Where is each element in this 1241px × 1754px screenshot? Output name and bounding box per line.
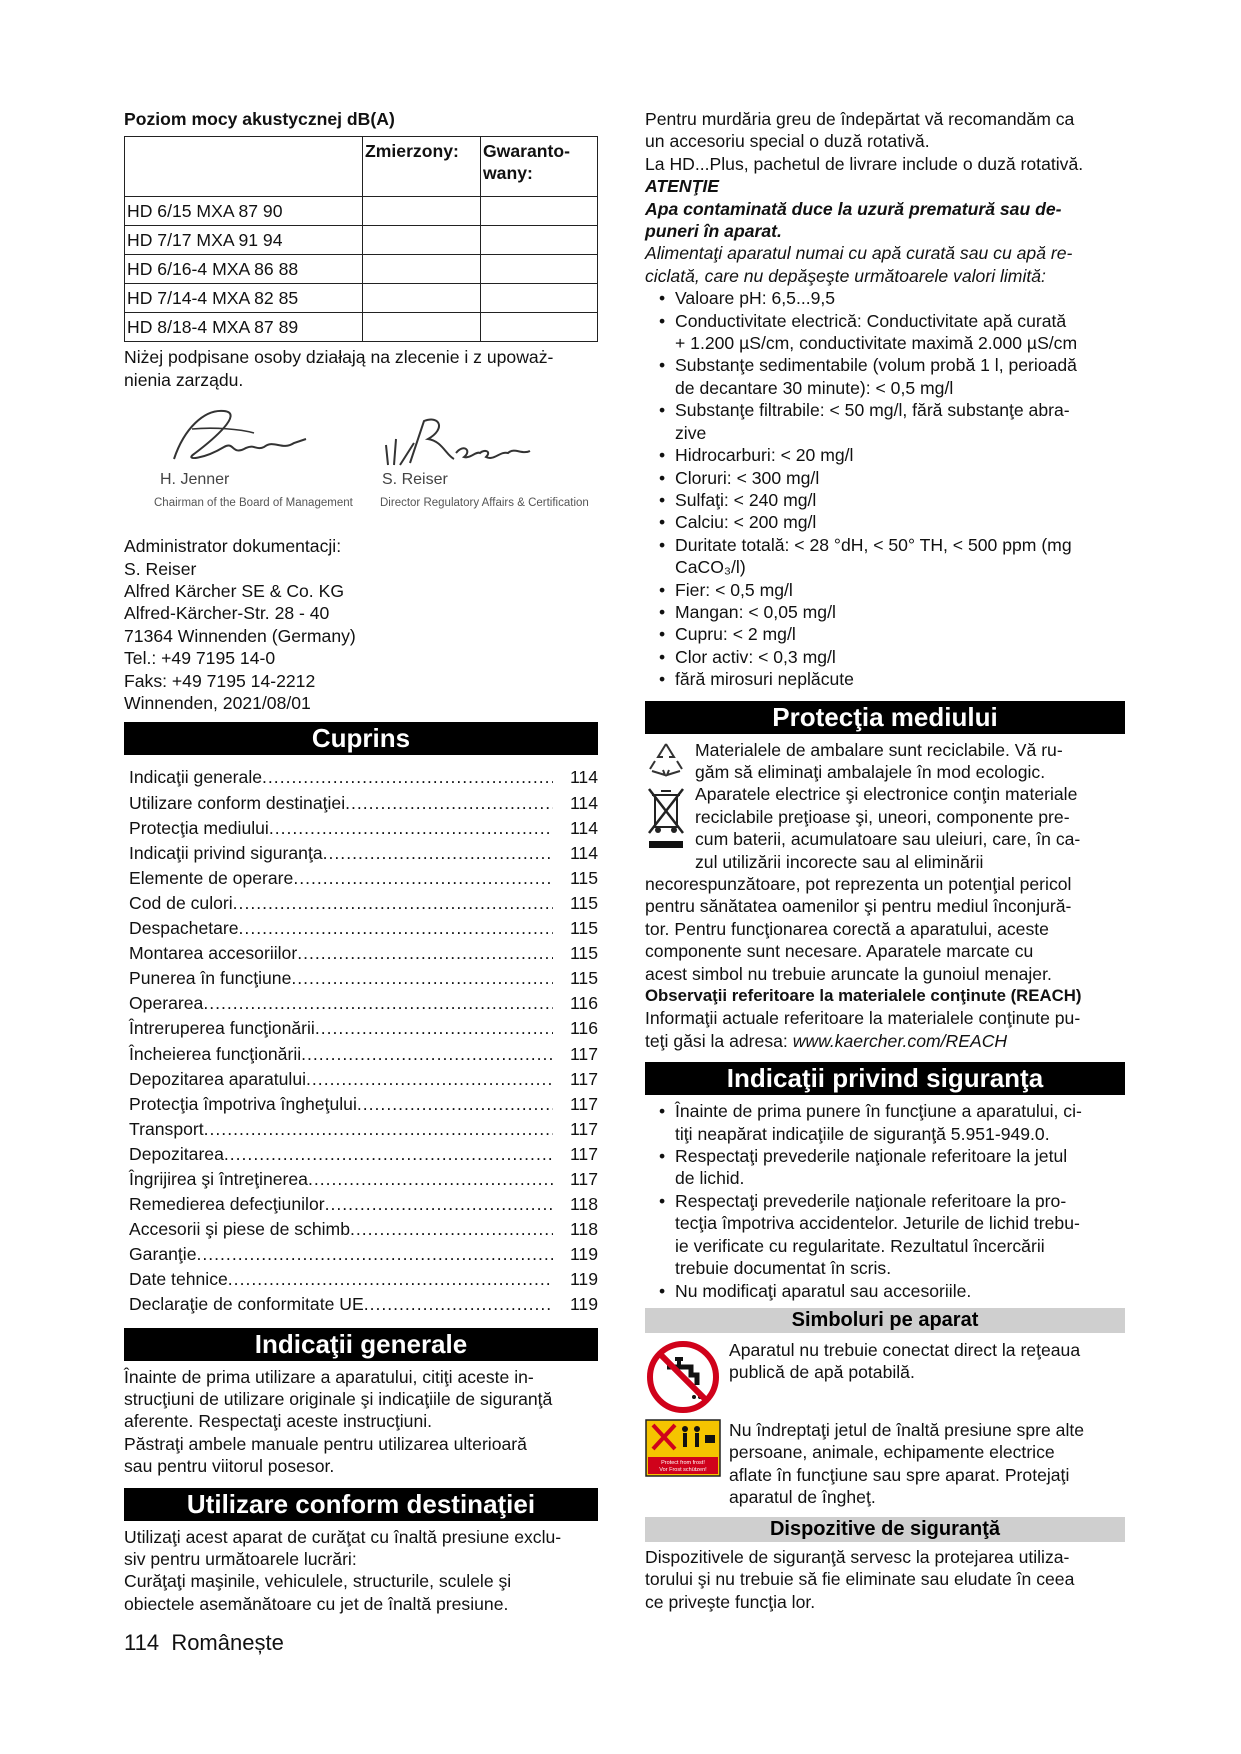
symbol-2-line: aparatul de îngheţ. (729, 1487, 876, 1508)
weee-line: zul utilizării incorecte sau al eliminării (695, 851, 984, 872)
recycling-icon (645, 739, 687, 786)
reach-heading: Observaţii referitoare la materialele conţinute (REACH) (645, 986, 1082, 1006)
symbol-no-jet-people (645, 1419, 1125, 1511)
toc-entry-page: 117 (569, 1168, 598, 1189)
safety-item (645, 1145, 1125, 1190)
toc-entry-page: 119 (569, 1269, 598, 1290)
limit-item-text: Calciu: < 200 mg/l (675, 512, 817, 533)
sound-table (124, 136, 598, 342)
col-measured: Zmierzony: (363, 137, 481, 197)
toc-entry[interactable] (124, 765, 598, 790)
toc-entry-page: 115 (569, 918, 598, 939)
address-line: 71364 Winnenden (Germany) (124, 625, 356, 646)
symbol-1-line: Aparatul nu trebuie conectat direct la reţeaua (729, 1339, 1081, 1360)
toc-leader-dots (233, 891, 553, 916)
toc-entry-page: 117 (569, 1118, 598, 1139)
toc-entry-page: 115 (569, 867, 598, 888)
toc-leader-dots (291, 966, 553, 991)
weee-line: Aparatele electrice şi electronice conţin materiale (695, 784, 1078, 805)
water-limits-list (645, 287, 1125, 690)
limit-item-text: CaCO₃/l) (675, 557, 746, 578)
toc-entry[interactable] (124, 916, 598, 941)
no-drinking-water-connection-icon (645, 1339, 721, 1420)
safety-item-text: Nu modificaţi aparatul sau accesoriile. (675, 1280, 972, 1301)
recycling-line: găm să eliminaţi ambalajele în mod ecologic. (695, 761, 1046, 782)
col-guaranteed-line-1: Gwaranto- (483, 141, 570, 162)
toc-leader-dots (306, 1067, 553, 1092)
weee-line: reciclabile preţioase şi, uneori, componente pre- (695, 806, 1070, 827)
crossed-bin-icon (645, 785, 687, 856)
limit-item-text: zive (675, 422, 707, 443)
toc-entry-label: Remedierea defecţiunilor (129, 1194, 325, 1215)
guaranteed-cell (481, 197, 598, 226)
toc-entry-label: Protecţia mediului (129, 817, 269, 838)
toc-leader-dots (357, 1092, 553, 1117)
toc-entry-label: Indicaţii generale (129, 767, 263, 788)
safety-item-text: ie verificate cu regularitate. Rezultatul încercării (675, 1235, 1045, 1256)
address-line: Alfred Kärcher SE & Co. KG (124, 581, 345, 602)
limit-item (645, 310, 1125, 355)
toc-entry-page: 116 (569, 993, 598, 1014)
toc-leader-dots (345, 791, 553, 816)
limit-item-text: + 1.200 µS/cm, conductivitate maximă 2.000 µS/cm (675, 333, 1078, 354)
safety-item (645, 1280, 1125, 1302)
address-line: Winnenden, 2021/08/01 (124, 693, 311, 714)
toc-entry-label: Garanţie (129, 1244, 197, 1265)
toc-entry-page: 115 (569, 892, 598, 913)
signer-left-title: Chairman of the Board of Management (154, 497, 353, 510)
limit-item-text: Fier: < 0,5 mg/l (675, 579, 793, 600)
limit-item (645, 489, 1125, 511)
safety-item-text: Înainte de prima punere în funcţiune a aparatului, ci- (675, 1101, 1082, 1122)
toc-entry-page: 116 (569, 1018, 598, 1039)
toc-entry-page: 114 (569, 842, 598, 863)
safety-title: Indicaţii privind siguranţa (645, 1062, 1125, 1095)
measured-cell (363, 226, 481, 255)
toc-entry[interactable] (124, 1016, 598, 1041)
measured-cell (363, 197, 481, 226)
intro-line: un accesoriu special o duză rotativă. (645, 131, 930, 152)
limit-item (645, 668, 1125, 690)
safety-item-text: Respectaţi prevederile naţionale referitoare la jetul (675, 1146, 1068, 1167)
sound-heading: Poziom mocy akustycznej dB(A) (124, 109, 395, 129)
safety-item-text: tecţia împotriva accidentelor. Jeturile de lichid trebu- (675, 1213, 1080, 1234)
toc-entry[interactable] (124, 1167, 598, 1192)
limit-item (645, 534, 1125, 579)
limit-item (645, 354, 1125, 399)
limit-item-text: Hidrocarburi: < 20 mg/l (675, 445, 854, 466)
do-not-spray-people-warning-icon (645, 1419, 721, 1482)
reach-line (645, 1030, 1125, 1052)
limit-item-text: Mangan: < 0,05 mg/l (675, 601, 836, 622)
symbol-2-line: Nu îndreptaţi jetul de înaltă presiune spre alte (729, 1419, 1085, 1440)
toc-entry-label: Punerea în funcţiune (129, 968, 292, 989)
weee-continued-line: tor. Pentru funcţionarea corectă a aparatului, aceste (645, 918, 1049, 939)
general-line: Păstraţi ambele manuale pentru utilizarea ulterioară (124, 1433, 527, 1454)
model-cell: HD 7/17 MXA 91 94 (125, 226, 363, 255)
table-row (125, 197, 598, 226)
safety-item-text: de lichid. (675, 1168, 745, 1189)
safety-devices-line: Dispozitivele de siguranţă servesc la protejarea utiliza- (645, 1546, 1070, 1567)
safety-devices-title: Dispozitive de siguranţă (645, 1517, 1125, 1542)
guaranteed-cell (481, 226, 598, 255)
toc-entry-page: 119 (569, 1294, 598, 1315)
intro-line: Pentru murdăria greu de îndepărtat vă recomandăm ca (645, 109, 1075, 129)
signer-left-name: H. Jenner (160, 471, 230, 489)
toc-entry-page: 117 (569, 1143, 598, 1164)
limit-item (645, 646, 1125, 668)
attention-italic-line: ciclată, care nu depăşeşte următoarele valori limită: (645, 265, 1046, 286)
page-number: 114 (124, 1630, 160, 1655)
weee-continued-line: acest simbol nu trebuie aruncate la gunoiul menajer. (645, 963, 1052, 984)
limit-item-text: Conductivitate electrică: Conductivitate apă curată (675, 310, 1067, 331)
toc-entry-label: Indicaţii privind siguranţa (129, 842, 323, 863)
weee-continued-line: pentru sănătatea oamenilor şi pentru mediul înconjură- (645, 896, 1072, 917)
limit-item-text: Substanţe sedimentabile (volum probă 1 l, perioadă (675, 355, 1077, 376)
address-line: Alfred-Kärcher-Str. 28 - 40 (124, 603, 330, 624)
right-column (645, 108, 1125, 1613)
toc-entry-page: 115 (569, 943, 598, 964)
weee-continued-line: componente sunt necesare. Aparatele marcate cu (645, 941, 1034, 962)
safety-item-text: Respectaţi prevederile naţionale referitoare la pro- (675, 1190, 1067, 1211)
signature-left (144, 399, 353, 510)
toc-leader-dots (297, 941, 553, 966)
reach-link[interactable]: www.kaercher.com/REACH (792, 1030, 1008, 1051)
toc-entry[interactable] (124, 1092, 598, 1117)
toc-entry[interactable] (124, 1042, 598, 1067)
toc-entry-page: 119 (569, 1244, 598, 1265)
footer-language: Românește (171, 1630, 284, 1655)
safety-devices-line: torului şi nu trebuie să fie eliminate sau eludate în ceea (645, 1569, 1075, 1590)
attention-bold-line: puneri în aparat. (645, 221, 782, 242)
weee-continued-line: necorespunzătoare, pot reprezenta un potenţial pericol (645, 874, 1072, 894)
limit-item-text: Duritate totală: < 28 °dH, < 50° TH, < 500 ppm (mg (675, 534, 1072, 555)
symbol-2-line: persoane, animale, echipamente electrice (729, 1442, 1055, 1463)
guaranteed-cell (481, 255, 598, 284)
toc-entry[interactable] (124, 816, 598, 841)
intended-use-title: Utilizare conform destinaţiei (124, 1488, 598, 1521)
intended-use-line: obiectele asemănătoare cu jet de înaltă presiune. (124, 1593, 509, 1614)
intended-use-line: Utilizaţi acest aparat de curăţat cu înaltă presiune exclu- (124, 1526, 562, 1547)
general-line: Înainte de prima utilizare a aparatului, citiţi aceste in- (124, 1366, 534, 1387)
toc-entry[interactable] (124, 1192, 598, 1217)
safety-item (645, 1190, 1125, 1280)
toc-entry-label: Elemente de operare (129, 867, 294, 888)
toc-entry-page: 114 (569, 792, 598, 813)
toc-entry[interactable] (124, 1242, 598, 1267)
toc-entry-label: Încheierea funcţionării (129, 1043, 302, 1064)
signature-right (380, 399, 589, 510)
table-corner-cell (125, 137, 363, 197)
safety-devices-line: ce priveşte funcţia lor. (645, 1591, 816, 1612)
toc-entry[interactable] (124, 1067, 598, 1092)
toc-leader-dots (239, 916, 553, 941)
toc-entry[interactable] (124, 941, 598, 966)
left-column (124, 108, 598, 1615)
limit-item (645, 511, 1125, 533)
general-line: strucţiuni de utilizare originale şi indicaţiile de siguranţă (124, 1388, 553, 1409)
general-line: sau pentru viitorul posesor. (124, 1456, 335, 1477)
col-guaranteed (481, 137, 598, 197)
authorization-note-1: Niżej podpisane osoby działają na zlecenie i z upoważ- (124, 347, 554, 368)
intended-use-line: Curăţaţi maşinile, vehiculele, structurile, sculele şi (124, 1571, 512, 1592)
guaranteed-cell (481, 313, 598, 342)
limit-item (645, 601, 1125, 623)
measured-cell (363, 313, 481, 342)
toc-entry[interactable] (124, 866, 598, 891)
table-row (125, 255, 598, 284)
toc-leader-dots (204, 1117, 553, 1142)
col-guaranteed-line-2: wany: (483, 163, 533, 184)
handwritten-signature-reiser (380, 399, 540, 475)
toc-entry-label: Protecţia împotriva îngheţului (129, 1093, 357, 1114)
toc-leader-dots (224, 1142, 553, 1167)
table-row (125, 284, 598, 313)
toc-leader-dots (364, 1292, 553, 1317)
authorization-note-2: nienia zarządu. (124, 369, 244, 390)
toc-entry-page: 114 (569, 767, 598, 788)
address-line: Faks: +49 7195 14-2212 (124, 670, 316, 691)
limit-item (645, 287, 1125, 309)
toc-leader-dots (350, 1217, 553, 1242)
page-footer (124, 1630, 284, 1656)
toc-leader-dots (308, 1167, 553, 1192)
table-row (125, 313, 598, 342)
toc-leader-dots (301, 1042, 553, 1067)
toc-entry[interactable] (124, 791, 598, 816)
symbol-no-drinking-water (645, 1339, 1125, 1399)
limit-item (645, 623, 1125, 645)
toc-leader-dots (203, 991, 553, 1016)
address-line: Tel.: +49 7195 14-0 (124, 648, 276, 669)
limit-item-text: Valoare pH: 6,5...9,5 (675, 288, 836, 309)
limit-item (645, 579, 1125, 601)
toc-entry-page: 117 (569, 1068, 598, 1089)
toc-entry-label: Date tehnice (129, 1269, 228, 1290)
toc-leader-dots (269, 816, 553, 841)
reach-prefix: teţi găsi la adresa: (645, 1030, 793, 1051)
toc-entry-page: 117 (569, 1093, 598, 1114)
attention-label: ATENŢIE (645, 176, 719, 197)
toc-leader-dots (293, 866, 553, 891)
safety-item (645, 1100, 1125, 1145)
limit-item (645, 467, 1125, 489)
toc-entry-label: Depozitarea aparatului (129, 1068, 307, 1089)
weee-note (645, 783, 1125, 873)
limit-item-text: Cupru: < 2 mg/l (675, 624, 796, 645)
toc-entry-page: 114 (569, 817, 598, 838)
toc-entry[interactable] (124, 1292, 598, 1317)
toc-entry-page: 118 (569, 1219, 598, 1240)
symbols-title: Simboluri pe aparat (645, 1308, 1125, 1333)
guaranteed-cell (481, 284, 598, 313)
handwritten-signature-jenner (144, 399, 314, 475)
toc-entry[interactable] (124, 891, 598, 916)
table-row (125, 226, 598, 255)
toc-entry-label: Operarea (129, 993, 204, 1014)
toc-entry-label: Utilizare conform destinaţiei (129, 792, 346, 813)
toc-entry-page: 118 (569, 1194, 598, 1215)
toc-entry[interactable] (124, 841, 598, 866)
limit-item-text: Clor activ: < 0,3 mg/l (675, 646, 836, 667)
model-cell: HD 7/14-4 MXA 82 85 (125, 284, 363, 313)
toc-leader-dots (325, 1192, 553, 1217)
safety-item-text: trebuie documentat în scris. (675, 1258, 892, 1279)
toc-leader-dots (228, 1267, 553, 1292)
attention-italic-line: Alimentaţi aparatul numai cu apă curată sau cu apă re- (645, 243, 1073, 264)
limit-item (645, 399, 1125, 444)
toc-leader-dots (323, 841, 553, 866)
model-cell: HD 8/18-4 MXA 87 89 (125, 313, 363, 342)
toc-entry-label: Despachetare (129, 918, 239, 939)
environment-title: Protecţia mediului (645, 701, 1125, 734)
toc-entry-label: Transport (129, 1118, 204, 1139)
limit-item-text: Sulfaţi: < 240 mg/l (675, 489, 817, 510)
address-line: Administrator dokumentacji: (124, 536, 342, 557)
general-title: Indicaţii generale (124, 1328, 598, 1361)
general-line: aferente. Respectaţi aceste instrucţiuni. (124, 1411, 433, 1432)
intro-line: La HD...Plus, pachetul de livrare include o duză rotativă. (645, 153, 1084, 174)
toc-entry[interactable] (124, 991, 598, 1016)
measured-cell (363, 255, 481, 284)
recycling-note (645, 739, 1125, 784)
model-cell: HD 6/15 MXA 87 90 (125, 197, 363, 226)
address-block (124, 535, 598, 714)
limit-item-text: Substanţe filtrabile: < 50 mg/l, fără substanţe abra- (675, 400, 1070, 421)
intended-use-line: siv pentru următoarele lucrări: (124, 1548, 357, 1569)
signer-right-name: S. Reiser (382, 471, 448, 489)
toc-entry-label: Depozitarea (129, 1143, 224, 1164)
measured-cell (363, 284, 481, 313)
symbol-1-line: publică de apă potabilă. (729, 1362, 915, 1383)
toc-entry-label: Îngrijirea şi întreţinerea (129, 1168, 308, 1189)
table-of-contents (124, 765, 598, 1317)
toc-entry[interactable] (124, 1142, 598, 1167)
toc-entry-label: Declaraţie de conformitate UE (129, 1294, 364, 1315)
toc-entry-page: 117 (569, 1043, 598, 1064)
toc-entry-label: Accesorii şi piese de schimb (129, 1219, 350, 1240)
limit-item-text: de decantare 30 minute): < 0,5 mg/l (675, 377, 954, 398)
safety-item-text: tiţi neapărat indicaţiile de siguranţă 5.951-949.0. (675, 1123, 1050, 1144)
toc-leader-dots (262, 765, 553, 790)
safety-list (645, 1100, 1125, 1302)
toc-entry-label: Cod de culori (129, 892, 233, 913)
signer-right-title: Director Regulatory Affairs & Certification (380, 497, 589, 510)
toc-leader-dots (315, 1016, 553, 1041)
reach-line: Informaţii actuale referitoare la materialele conţinute pu- (645, 1008, 1081, 1029)
toc-entry-label: Montarea accesoriilor (129, 943, 298, 964)
label-text-1: Protect from frost! (661, 1459, 705, 1466)
toc-entry[interactable] (124, 1217, 598, 1242)
signatures (124, 399, 598, 539)
attention-bold-line: Apa contaminată duce la uzură prematură sau de- (645, 198, 1062, 219)
label-text-2: Vor Frost schützen! (659, 1466, 707, 1473)
toc-title: Cuprins (124, 722, 598, 755)
toc-entry[interactable] (124, 966, 598, 991)
limit-item (645, 444, 1125, 466)
toc-entry-label: Întreruperea funcţionării (129, 1018, 315, 1039)
toc-entry-page: 115 (569, 968, 598, 989)
address-line: S. Reiser (124, 558, 197, 579)
recycling-line: Materialele de ambalare sunt reciclabile. Vă ru- (695, 739, 1063, 760)
toc-leader-dots (196, 1242, 553, 1267)
limit-item-text: Cloruri: < 300 mg/l (675, 467, 820, 488)
toc-entry[interactable] (124, 1267, 598, 1292)
toc-entry[interactable] (124, 1117, 598, 1142)
model-cell: HD 6/16-4 MXA 86 88 (125, 255, 363, 284)
weee-line: cum baterii, acumulatoare sau uleiuri, care, în ca- (695, 829, 1081, 850)
symbol-2-line: aflate în funcţiune sau spre aparat. Protejaţi (729, 1464, 1070, 1485)
limit-item-text: fără mirosuri neplăcute (675, 669, 854, 690)
table-header-row (125, 137, 598, 197)
